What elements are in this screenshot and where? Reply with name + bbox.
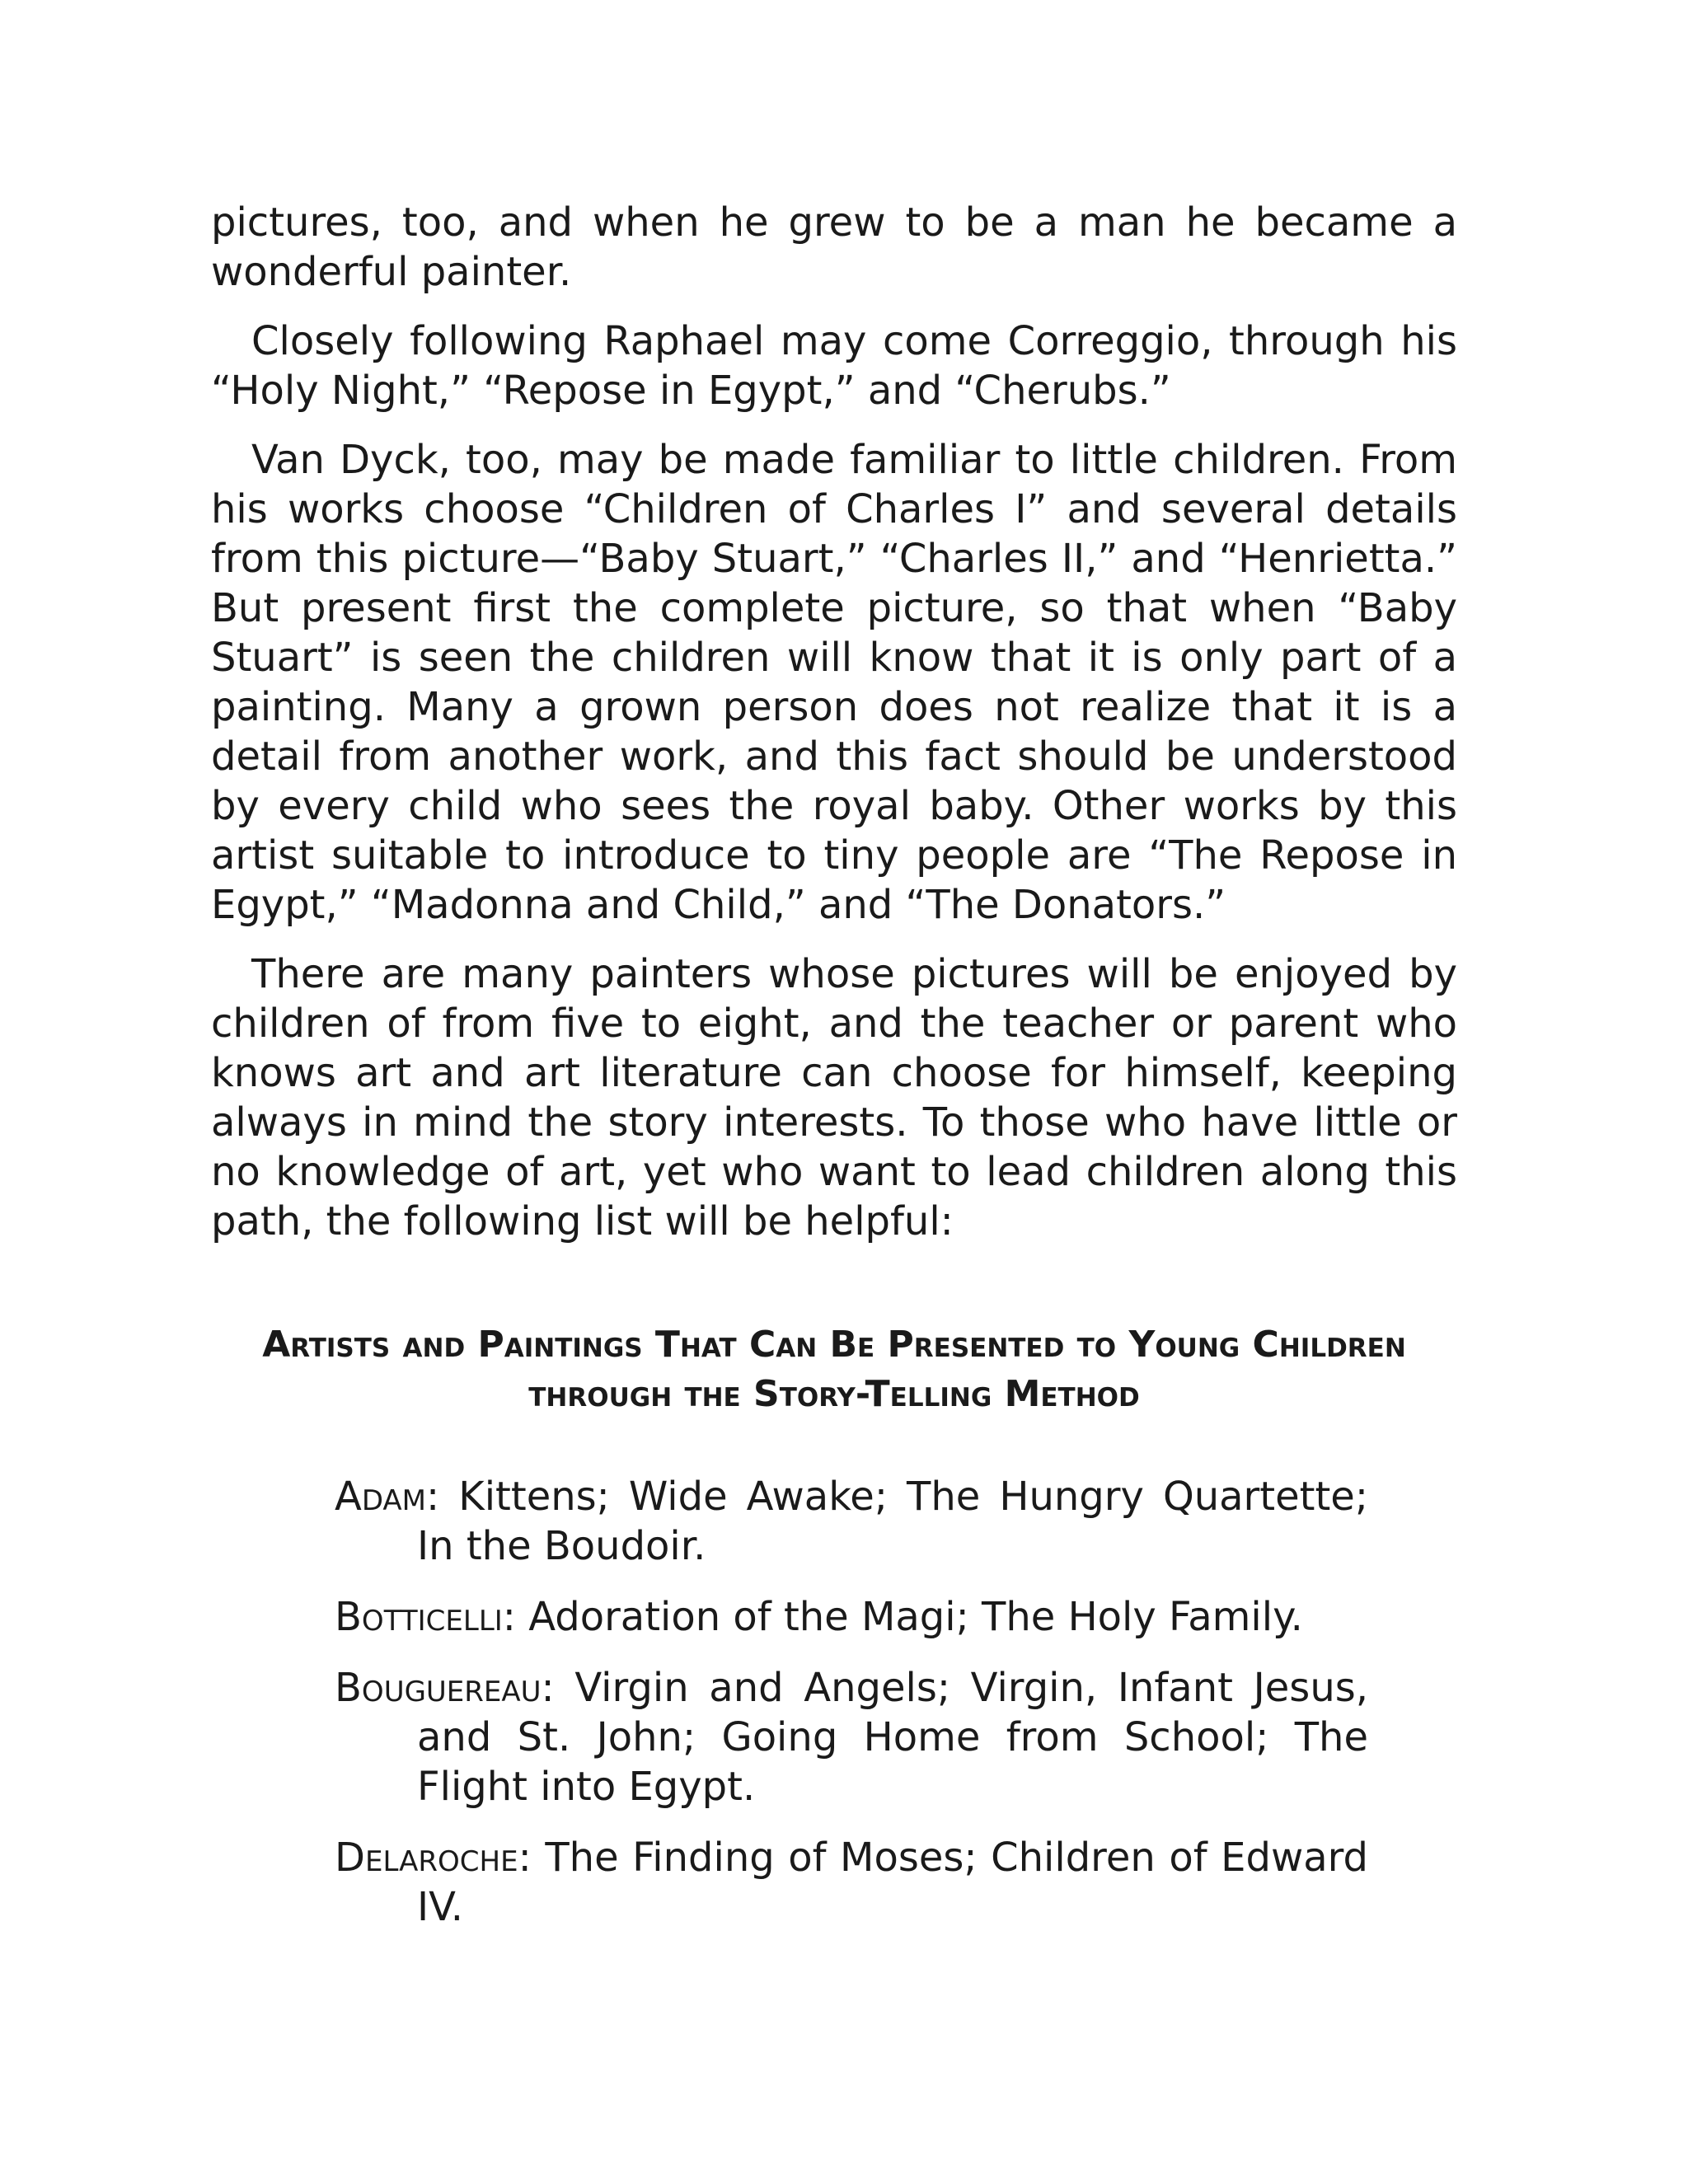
name-separator: :	[518, 1835, 546, 1881]
artist-list	[211, 1472, 1457, 1932]
artist-name: Delaroche	[335, 1835, 518, 1881]
page-content	[211, 198, 1457, 1953]
paragraph-continuation: pictures, too, and when he grew to be a man he became a wonderful painter.	[211, 199, 1457, 295]
artist-works: Adoration of the Magi; The Holy Family.	[528, 1594, 1303, 1640]
list-heading-line-2: through the Story-Telling Method	[528, 1373, 1140, 1415]
artist-works: Virgin and Angels; Virgin, Infant Jesus, and St. John; Going Home from School; The Flight into Egypt.	[417, 1665, 1369, 1810]
artist-entry	[335, 1663, 1368, 1811]
list-heading	[211, 1320, 1457, 1419]
artist-works: Kittens; Wide Awake; The Hungry Quartette; In the Boudoir.	[417, 1474, 1368, 1569]
paragraph-correggio: Closely following Raphael may come Correggio, through his “Holy Night,” “Repose in Egypt,” and “Cherubs.”	[211, 318, 1457, 414]
artist-works: The Finding of Moses; Children of Edward IV.	[417, 1835, 1368, 1930]
artist-entry	[335, 1472, 1368, 1571]
paragraph-van-dyck: Van Dyck, too, may be made familiar to little children. From his works choose “Children of Charles I” and several details from this picture—“Baby Stuart,” “Charles II,” and “Henrietta.” But present first the complete picture, so that when “Baby Stuart” is seen the children will know that it is only part of a painting. Many a grown person does not realize that it is a detail from another work, and this fact should be understood by every child who sees the royal baby. Other works by this artist suitable to introduce to tiny people are “The Repose in Egypt,” “Madonna and Child,” and “The Donators.”	[211, 437, 1457, 928]
list-heading-line-1: Artists and Paintings That Can Be Presented to Young Children	[262, 1324, 1406, 1366]
artist-entry	[335, 1592, 1368, 1642]
name-separator: :	[541, 1665, 575, 1711]
name-separator: :	[502, 1594, 529, 1640]
name-separator: :	[426, 1474, 459, 1520]
artist-name: Bouguereau	[335, 1665, 542, 1711]
artist-entry	[335, 1833, 1368, 1932]
paragraph-painters-list-intro: There are many painters whose pictures will be enjoyed by children of from five to eight, and the teacher or parent who knows art and art literature can choose for himself, keeping always in mind the story interests. To those who have little or no knowledge of art, yet who want to lead children along this path, the following list will be helpful:	[211, 951, 1457, 1244]
artist-name: Botticelli	[335, 1594, 503, 1640]
artist-name: Adam	[335, 1474, 427, 1520]
